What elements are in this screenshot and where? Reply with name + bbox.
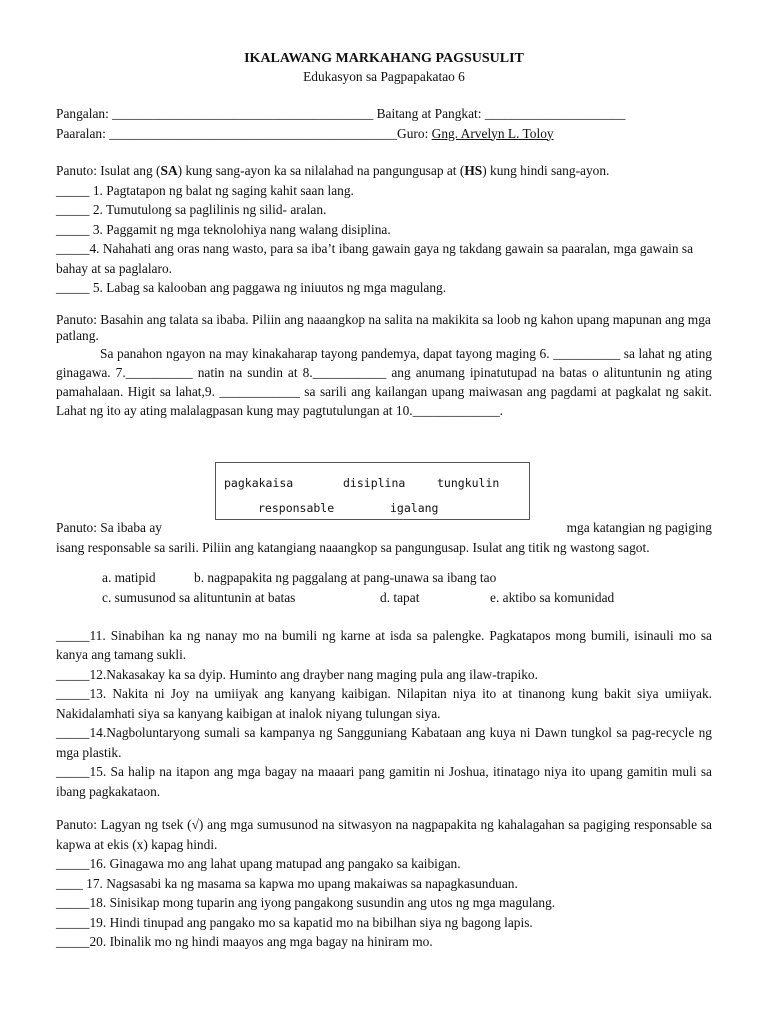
choice-e: e. aktibo sa komunidad bbox=[490, 589, 615, 605]
list-item: _____18. Sinisikap mong tuparin ang iyong pangakong susundin ang utos ng mga magulang. bbox=[56, 895, 556, 910]
exam-title: IKALAWANG MARKAHANG PAGSUSULIT bbox=[244, 51, 524, 66]
teacher-name: Gng. Arvelyn L. Toloy bbox=[431, 125, 554, 141]
school-teacher-line bbox=[56, 124, 712, 144]
word-bank-item: tungkulin bbox=[437, 476, 500, 490]
list-item: ____ 17. Nagsasabi ka ng masama sa kapwa mo upang makaiwas sa napagkasunduan. bbox=[56, 875, 518, 891]
exam-subtitle: Edukasyon sa Pagpapakatao 6 bbox=[303, 69, 465, 84]
part2-instruction: Panuto: Basahin ang talata sa ibaba. Piliin ang naaangkop na salita na makikita sa loob ng kahon upang mapunan ang mga patlang. bbox=[56, 311, 711, 343]
part3-section bbox=[56, 518, 712, 952]
list-item: _____11. Sinabihan ka ng nanay mo na bumili ng karne at isda sa palengke. Pagkatapos mong bumili, isinauli mo sa kanya ang tamang sukli. bbox=[56, 627, 712, 662]
list-item: _____14.Nagboluntaryong sumali sa kampanya ng Sangguniang Kabataan ang kuya ni Dawn tungkol sa pag-recycle ng mga plastik. bbox=[56, 725, 712, 760]
list-item: _____ 2. Tumutulong sa paglilinis ng silid- aralan. bbox=[56, 202, 327, 217]
part1-section bbox=[56, 161, 712, 298]
list-item: _____ 5. Labag sa kalooban ang paggawa ng iniuutos ng mga magulang. bbox=[56, 280, 447, 295]
list-item: _____13. Nakita ni Joy na umiiyak ang kanyang kaibigan. Nilapitan niya ito at tinanong kung bakit siya umiiyak. Nakidalamhati siya sa kanyang kaibigan at inalok niyang tulungan siya. bbox=[56, 686, 712, 721]
part2-section bbox=[56, 312, 712, 420]
school-label: Paaralan: ___________________________________________Guro: bbox=[56, 125, 432, 141]
list-item: _____20. Ibinalik mo ng hindi maayos ang mga bagay na hiniram mo. bbox=[56, 934, 433, 949]
list-item: _____4. Nahahati ang oras nang wasto, para sa iba’t ibang gawain gaya ng takdang gawain sa paaralan, mga gawain sa bahay at sa paglalaro. bbox=[56, 241, 694, 276]
list-item: _____19. Hindi tinupad ang pangako mo sa kapatid mo na bibilhan siya ng bagong lapis. bbox=[56, 914, 533, 930]
part4-instruction: Panuto: Lagyan ng tsek (√) ang mga sumusunod na sitwasyon na nagpapakita ng kahalagahan sa pagiging responsable sa kapwa at ekis (x) kapag hindi. bbox=[56, 817, 712, 852]
choice-c: c. sumusunod sa alituntunin at batas bbox=[102, 589, 296, 605]
word-bank-box bbox=[215, 462, 530, 520]
choices-grid bbox=[56, 568, 712, 608]
part2-paragraph: Sa panahon ngayon na may kinakaharap tayong pandemya, dapat tayong maging 6. __________ sa lahat ng ating ginagawa. 7.__________ natin na sundin at 8.___________ ang anumang ipinatutupad na batas o alituntunin ng ating pamahalaan. Higit sa lahat,9. ____________ sa sarili ang kailangan upang maiwasan ang pagdami at pagkalat ng sakit. Lahat ng ito ay ating malalagpasan kung may pagtutulungan at 10._____________. bbox=[56, 345, 712, 418]
part3-instruction-left: Panuto: Sa ibaba ay bbox=[56, 520, 162, 535]
part3-instruction-cont: isang responsable sa sarili. Piliin ang katangiang naaangkop sa pangungusap. Isulat ang titik ng wastong sagot. bbox=[56, 540, 650, 555]
worksheet bbox=[56, 50, 712, 949]
list-item: _____16. Ginagawa mo ang lahat upang matupad ang pangako sa kaibigan. bbox=[56, 856, 461, 871]
choice-a: a. matipid bbox=[102, 569, 156, 585]
word-bank-item: igalang bbox=[390, 501, 439, 515]
word-bank-item: disiplina bbox=[343, 476, 406, 490]
part3-items bbox=[56, 626, 712, 802]
part3-instruction-row bbox=[56, 518, 712, 538]
part1-instruction: Panuto: Isulat ang (SA) kung sang-ayon ka sa nilalahad na pangungusap at (HS) kung hindi sang-ayon. bbox=[56, 163, 610, 178]
list-item: _____12.Nakasakay ka sa dyip. Huminto ang drayber nang maging pula ang ilaw-trapiko. bbox=[56, 666, 538, 682]
list-item: _____15. Sa halip na itapon ang mga bagay na maaari pang gamitin ni Joshua, itinatago niya ito upang gamitin muli sa ibang pagkakataon. bbox=[56, 764, 712, 799]
word-bank-item: responsable bbox=[258, 501, 335, 515]
student-info bbox=[56, 104, 712, 143]
choice-d: d. tapat bbox=[380, 589, 420, 605]
list-item: _____ 1. Pagtatapon ng balat ng saging kahit saan lang. bbox=[56, 182, 354, 198]
word-bank-item: pagkakaisa bbox=[224, 476, 294, 490]
name-grade-line: Pangalan: _______________________________________ Baitang at Pangkat: _____________________ bbox=[56, 106, 626, 121]
part4-section bbox=[56, 815, 712, 952]
choice-b: b. nagpapakita ng paggalang at pang-unawa sa ibang tao bbox=[194, 569, 497, 585]
part3-instruction-right: mga katangian ng pagiging bbox=[566, 520, 712, 535]
list-item: _____ 3. Paggamit ng mga teknolohiya nang walang disiplina. bbox=[56, 221, 391, 237]
